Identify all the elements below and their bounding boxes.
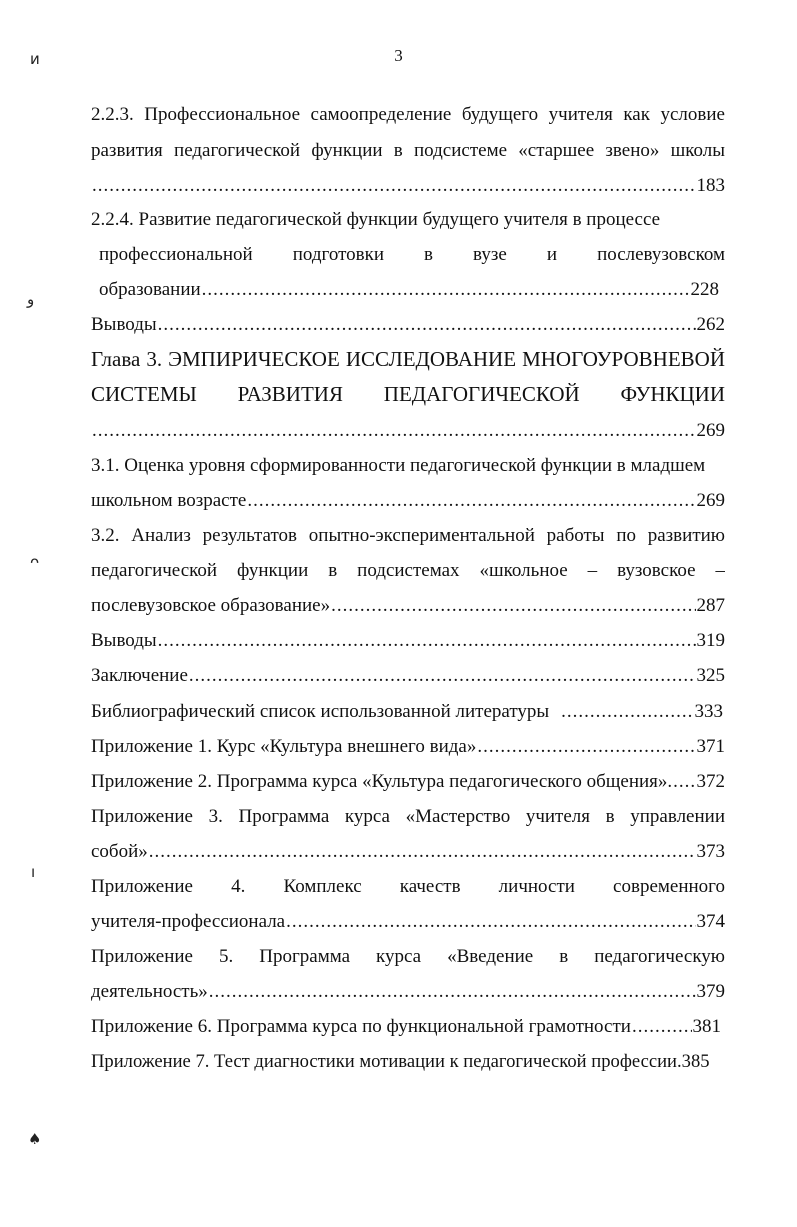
toc-entry-appendix-4-line2 bbox=[91, 910, 725, 934]
margin-mark: ᴖ bbox=[30, 553, 40, 571]
margin-mark: ı bbox=[31, 863, 36, 881]
toc-entry-appendix-2 bbox=[91, 770, 725, 794]
toc-entry-text: послевузовское образование» bbox=[91, 595, 331, 616]
margin-mark: و bbox=[27, 290, 35, 308]
toc-page-number: 373 bbox=[696, 841, 725, 862]
toc-page-number: 371 bbox=[696, 736, 725, 757]
toc-entry-3-2-line3 bbox=[91, 594, 725, 618]
toc-chapter-3-line1: Глава 3. ЭМПИРИЧЕСКОЕ ИССЛЕДОВАНИЕ МНОГОУРОВНЕВОЙ bbox=[91, 347, 725, 371]
dot-leader bbox=[247, 489, 695, 513]
toc-page-number: 372 bbox=[696, 771, 725, 792]
toc-page-number: 228 bbox=[690, 279, 719, 300]
toc-entry-2-2-3-leader bbox=[91, 174, 725, 198]
toc-entry-text: школьном возрасте bbox=[91, 490, 247, 511]
toc-page-number: 269 bbox=[696, 490, 725, 511]
toc-entry-text: образовании bbox=[99, 279, 201, 300]
toc-entry-appendix-4-line1: Приложение 4. Комплекс качеств личности современного bbox=[91, 876, 725, 897]
toc-entry-text: Приложение 2. Программа курса «Культура педагогического общения» bbox=[91, 771, 668, 792]
toc-page-number: 379 bbox=[696, 981, 725, 1002]
dot-leader bbox=[209, 980, 696, 1004]
toc-entry-bibliography bbox=[91, 700, 723, 724]
dot-leader bbox=[632, 1015, 692, 1039]
toc-entry-appendix-5-line2 bbox=[91, 980, 725, 1004]
toc-chapter-3-line2: СИСТЕМЫ РАЗВИТИЯ ПЕДАГОГИЧЕСКОЙ ФУНКЦИИ bbox=[91, 382, 725, 406]
dot-leader bbox=[286, 910, 695, 934]
toc-entry-vyvody-1 bbox=[91, 313, 725, 337]
dot-leader bbox=[158, 629, 696, 653]
toc-entry-3-1-line2 bbox=[91, 489, 725, 513]
dot-leader bbox=[667, 770, 696, 794]
toc-entry-appendix-3-line1: Приложение 3. Программа курса «Мастерство учителя в управлении bbox=[91, 806, 725, 827]
toc-page-number: 381 bbox=[692, 1016, 721, 1037]
toc-entry-text: собой» bbox=[91, 841, 148, 862]
toc-page-number: 269 bbox=[696, 420, 725, 441]
dot-leader bbox=[92, 419, 696, 443]
dot-leader bbox=[561, 700, 693, 724]
dot-leader bbox=[189, 664, 696, 688]
toc-page-number: 319 bbox=[696, 630, 725, 651]
dot-leader bbox=[92, 174, 696, 198]
toc-entry-text: Приложение 6. Программа курса по функциональной грамотности bbox=[91, 1016, 631, 1037]
toc-entry-appendix-1 bbox=[91, 735, 725, 759]
toc-entry-2-2-4-line3 bbox=[99, 278, 719, 302]
dot-leader bbox=[158, 313, 696, 337]
page-number: 3 bbox=[394, 46, 403, 65]
toc-page-number: 262 bbox=[696, 314, 725, 335]
toc-entry-text: деятельность» bbox=[91, 981, 208, 1002]
toc-entry-2-2-4-line1: 2.2.4. Развитие педагогической функции будущего учителя в процессе bbox=[91, 209, 661, 230]
toc-page-number: 374 bbox=[696, 911, 725, 932]
margin-mark: и bbox=[30, 50, 40, 68]
toc-entry-appendix-6 bbox=[91, 1015, 721, 1039]
toc-entry-text: учителя-профессионала bbox=[91, 911, 286, 932]
toc-entry-3-1-line1: 3.1. Оценка уровня сформированности педагогической функции в младшем bbox=[91, 455, 706, 476]
toc-entry-2-2-3-line1: 2.2.3. Профессиональное самоопределение будущего учителя как условие bbox=[91, 104, 725, 125]
toc-entry-text: Выводы bbox=[91, 314, 157, 335]
toc-entry-2-2-4-line2: профессиональной подготовки в вузе и послевузовском bbox=[99, 244, 725, 265]
toc-entry-appendix-3-line2 bbox=[91, 840, 725, 864]
toc-entry-appendix-7 bbox=[91, 1050, 731, 1074]
toc-entry-conclusion bbox=[91, 664, 725, 688]
dot-leader bbox=[331, 594, 695, 618]
margin-mark: ♠ bbox=[28, 1130, 42, 1148]
toc-entry-appendix-5-line1: Приложение 5. Программа курса «Введение в педагогическую bbox=[91, 946, 725, 967]
dot-leader bbox=[202, 278, 690, 302]
toc-entry-text: Приложение 1. Курс «Культура внешнего вида» bbox=[91, 736, 477, 757]
dot-leader bbox=[149, 840, 696, 864]
toc-entry-text: Библиографический список использованной литературы bbox=[91, 701, 550, 722]
toc-entry-text: Выводы bbox=[91, 630, 157, 651]
toc-entry-3-2-line2: педагогической функции в подсистемах «школьное – вузовское – bbox=[91, 560, 725, 581]
toc-entry-text: Приложение 7. Тест диагностики мотивации к педагогической профессии. bbox=[91, 1051, 682, 1072]
toc-entry-3-2-line1: 3.2. Анализ результатов опытно-экспериментальной работы по развитию bbox=[91, 525, 725, 546]
toc-chapter-3-leader bbox=[91, 419, 725, 443]
toc-entry-2-2-3-line2: развития педагогической функции в подсистеме «старшее звено» школы bbox=[91, 140, 725, 161]
toc-page-number: 287 bbox=[696, 595, 725, 616]
toc-page-number: 333 bbox=[694, 701, 723, 722]
toc-page-number: 183 bbox=[696, 175, 725, 196]
dot-leader bbox=[477, 735, 695, 759]
toc-page-number: 325 bbox=[696, 665, 725, 686]
toc-page-number: 385 bbox=[681, 1051, 710, 1072]
toc-entry-vyvody-2 bbox=[91, 629, 725, 653]
toc-entry-text: Заключение bbox=[91, 665, 188, 686]
